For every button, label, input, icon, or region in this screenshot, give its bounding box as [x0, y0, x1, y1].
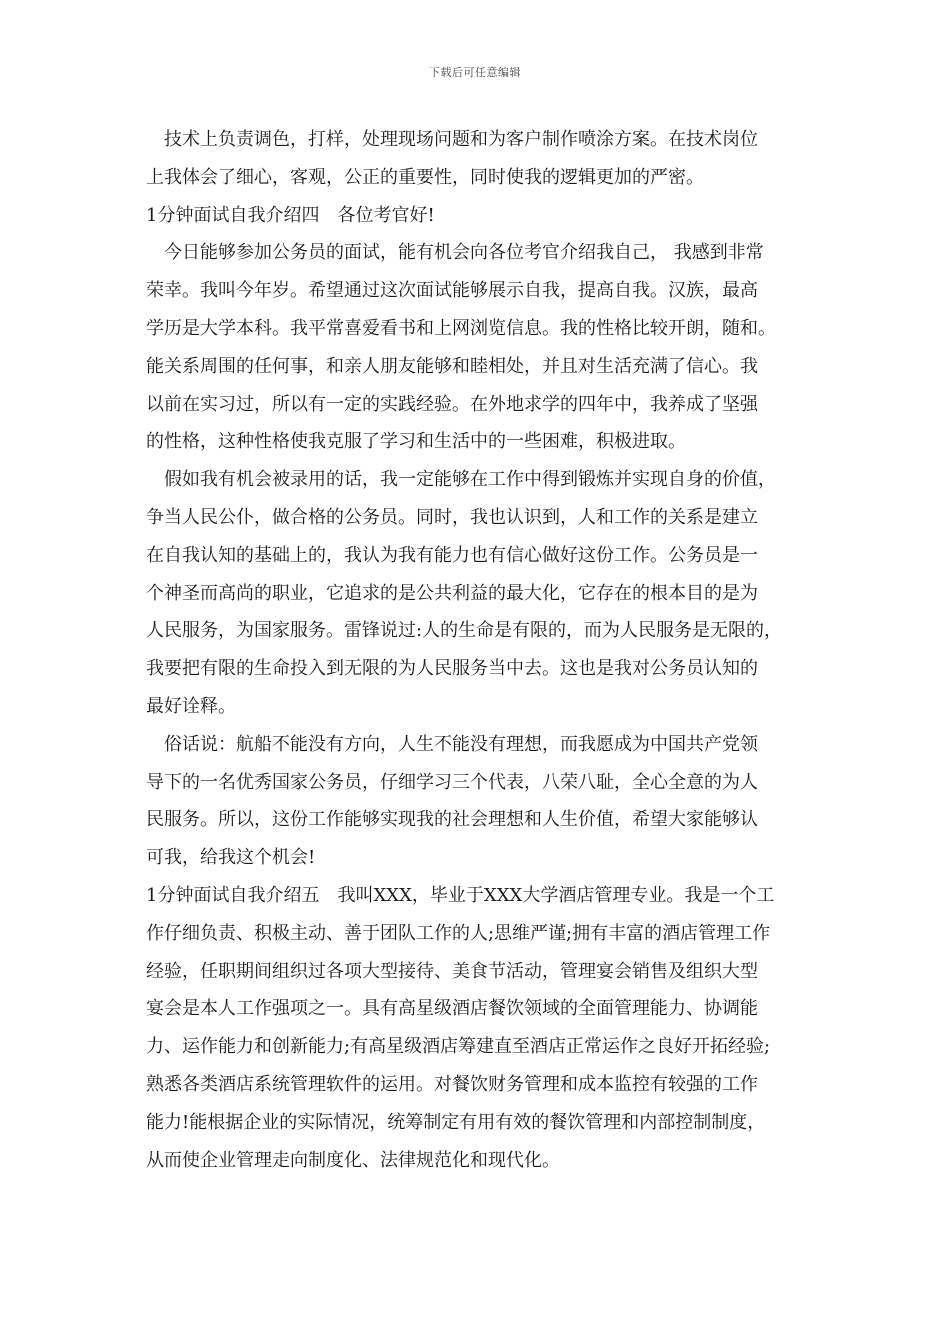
text-line: 可我，给我这个机会!	[146, 847, 316, 869]
text-line: 上我体会了细心，客观，公正的重要性，同时使我的逻辑更加的严密。	[146, 166, 704, 188]
text-line: 个神圣而高尚的职业，它追求的是公共利益的最大化，它存在的根本目的是为	[146, 582, 758, 604]
text-line: 能力!能根据企业的实际情况，统筹制定有用有效的餐饮管理和内部控制制度，	[146, 1111, 766, 1133]
text-line: 俗话说：航船不能没有方向，人生不能没有理想，而我愿成为中国共产党领	[164, 733, 758, 755]
text-line: 经验，任职期间组织过各项大型接待、美食节活动，管理宴会销售及组织大型	[146, 960, 758, 982]
text-line: 1分钟面试自我介绍五 我叫XXX，毕业于XXX大学酒店管理专业。我是一个工	[146, 884, 775, 906]
text-line: 力、运作能力和创新能力;有高星级酒店筹建直至酒店正常运作之良好开拓经验;	[146, 1036, 771, 1058]
text-line: 人民服务，为国家服务。雷锋说过:人的生命是有限的，而为人民服务是无限的，	[146, 620, 783, 642]
document-body	[146, 121, 816, 1179]
text-line: 在自我认知的基础上的，我认为我有能力也有信心做好这份工作。公务员是一	[146, 544, 758, 566]
text-line: 民服务。所以，这份工作能够实现我的社会理想和人生价值，希望大家能够认	[146, 809, 758, 831]
text-line: 今日能够参加公务员的面试，能有机会向各位考官介绍我自己， 我感到非常	[164, 242, 764, 264]
text-line: 的性格，这种性格使我克服了学习和生活中的一些困难，积极进取。	[146, 431, 686, 453]
page-header: 下载后可任意编辑	[429, 66, 521, 79]
text-line: 我要把有限的生命投入到无限的为人民服务当中去。这也是我对公务员认知的	[146, 658, 758, 680]
text-line: 技术上负责调色，打样，处理现场问题和为客户制作喷涂方案。在技术岗位	[164, 129, 758, 150]
text-line: 宴会是本人工作强项之一。具有高星级酒店餐饮领域的全面管理能力、协调能	[146, 998, 758, 1020]
text-line: 能关系周围的任何事，和亲人朋友能够和睦相处，并且对生活充满了信心。我	[146, 355, 758, 377]
text-line: 熟悉各类酒店系统管理软件的运用。对餐饮财务管理和成本监控有较强的工作	[146, 1073, 758, 1095]
text-line: 学历是大学本科。我平常喜爱看书和上网浏览信息。我的性格比较开朗，随和。	[146, 317, 776, 339]
text-line: 荣幸。我叫今年岁。希望通过这次面试能够展示自我，提高自我。汉族，最高	[146, 280, 758, 302]
text-line: 导下的一名优秀国家公务员，仔细学习三个代表，八荣八耻，全心全意的为人	[146, 771, 758, 793]
text-line: 以前在实习过，所以有一定的实践经验。在外地求学的四年中，我养成了坚强	[146, 393, 758, 415]
text-line: 1分钟面试自我介绍四 各位考官好!	[146, 204, 435, 226]
text-line: 作仔细负责、积极主动、善于团队工作的人;思维严谨;拥有丰富的酒店管理工作	[146, 922, 771, 944]
text-line: 从而使企业管理走向制度化、法律规范化和现代化。	[146, 1149, 560, 1171]
text-line: 假如我有机会被录用的话，我一定能够在工作中得到锻炼并实现自身的价值，	[164, 469, 776, 491]
text-line: 争当人民公仆，做合格的公务员。同时，我也认识到，人和工作的关系是建立	[146, 506, 758, 528]
text-line: 最好诠释。	[146, 695, 236, 717]
